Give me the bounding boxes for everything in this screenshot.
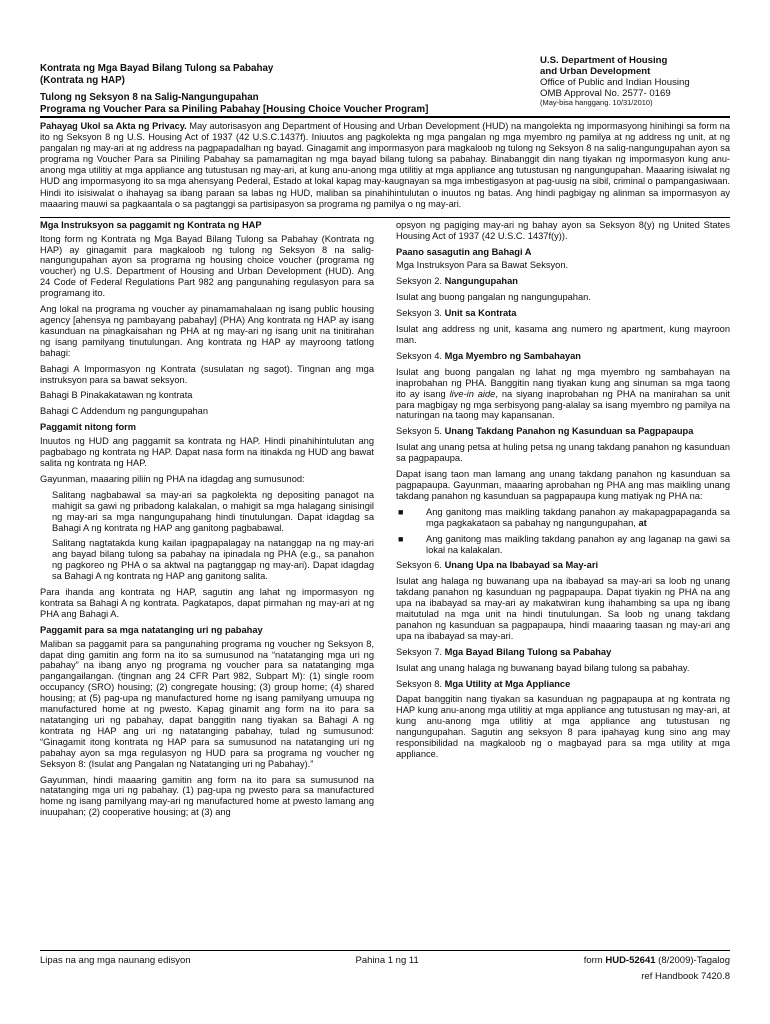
header-divider xyxy=(40,116,730,118)
section-label: Seksyon 8. xyxy=(396,678,445,689)
section-7-heading xyxy=(396,647,730,658)
right-column xyxy=(396,220,730,823)
bullet-text: Ang ganitong mas maikling takdang panahon ay ang laganap na gawi sa lokal na kalakalan. xyxy=(426,533,730,555)
header-titles xyxy=(40,55,480,115)
text-run: Ang ganitong mas maikling takdang panahon ay makapagpapaganda sa mga pagkakataon sa pabahay ng nangungupahan, xyxy=(426,506,730,528)
paragraph: Isulat ang unang petsa at huling petsa ng unang takdang panahon ng kasunduan sa pagpapaupa. xyxy=(396,442,730,464)
paragraph: Isulat ang halaga ng buwanang upa na ibabayad sa may-ari sa loob ng unang takdang panahon ng kasunduan ng pagpapaupa. Dapat tiyakin ng PHA na ang upa na ibabayad sa may-ari ay makatwiran kung ihahambing sa upa ng ibang maitutulad na mga unit na hindi tinutulungan. Sa loob ng unang takdang panahon ng kasunduan sa pagpapaupa, hindi maaaring taasan ng may-ari ang upa na ibabayad sa may-ari. xyxy=(396,576,730,641)
section-5-heading xyxy=(396,426,730,437)
left-column xyxy=(40,220,374,823)
section-title: Mga Bayad Bilang Tulong sa Pabahay xyxy=(444,646,612,657)
form-subtitle-line1: Tulong ng Seksyon 8 na Salig-Nangungupahan xyxy=(40,92,259,103)
paragraph: Dapat banggitin nang tiyakan sa kasunduan ng pagpapaupa at ng kontrata ng HAP kung anu-anong mga utilitiy at mga appliance ang tutustusan ng may-ari, at kung anu-anong mga utilitiy at mga appliance ang tutustusan ng nangungupahan. Sagutin ang seksyon 8 para ipahayag kung sino ang may responsibilidad na magkaloob ng o magbayad para sa mga utility at mga appliance. xyxy=(396,694,730,759)
bullet-text xyxy=(426,507,730,529)
form-title-line2: (Kontrata ng HAP) xyxy=(40,74,125,86)
section-title: Unit sa Kontrata xyxy=(444,308,517,319)
section-label: Seksyon 4. xyxy=(396,350,445,361)
bullet-item xyxy=(396,507,730,529)
footer-edition-note: Lipas na ang mga naunang edisyon xyxy=(40,955,191,966)
privacy-heading: Pahayag Ukol sa Akta ng Privacy. xyxy=(40,121,187,131)
paragraph: Inuutos ng HUD ang paggamit sa kontrata ng HAP. Hindi pinahihintulutan ang pagbabago ng kontrata ng HAP. Dapat nasa form na itinakda ng HUD ang bawat salita ng kontrata ng HAP. xyxy=(40,436,374,468)
paragraph: Mga Instruksyon Para sa Bawat Seksyon. xyxy=(396,260,569,271)
form-suffix: (8/2009)-Tagalog xyxy=(655,955,730,966)
omb-approval: OMB Approval No. 2577- 0169 xyxy=(540,88,671,99)
indented-paragraph: Salitang nagbabawal sa may-ari sa pagkolekta ng depositing panagot na mahigit sa gawi ng pribadong kalakalan, o mahigit sa mga halagang sinisingil ng may-ari sa mga nangungupahang hindi tinutulungan. Dapat idagdag sa Bahagi A ng kontrata ng HAP ang ganitong pagbabawal. xyxy=(52,489,374,533)
form-number xyxy=(584,955,730,966)
text-run: Isulat ang buong pangalan ng lahat ng mga myembro ng sambahayan na inaprobahan ng PHA. Banggitin nang tiyakan kung ang sinuman sa mga taong ito ay isang xyxy=(396,366,730,399)
bold-conjunction: at xyxy=(638,517,647,528)
paragraph: Bahagi A Impormasyon ng Kontrata (susulatan ng sagot). Tingnan ang mga instruksyon para sa bawat seksyon. xyxy=(40,363,374,385)
paragraph: Isulat ang address ng unit, kasama ang numero ng apartment, kung mayroon man. xyxy=(396,324,730,345)
paragraph: Itong form ng Kontrata ng Mga Bayad Bilang Tulong sa Pabahay (Kontrata ng HAP) ay ginagamit para magkaloob ng tulong ng Seksyon 8 na salig-nangungupahan ayon sa programa ng housing choice voucher (programa ng voucher) ng U.S. Department of Housing and Urban Development (HUD). Ang 24 Code of Federal Regulations Part 982 ang pangunahing regulasyon para sa programang ito. xyxy=(40,233,374,299)
form-id: HUD-52641 xyxy=(605,955,656,966)
page-number: Pahina 1 ng 11 xyxy=(355,955,419,966)
privacy-divider xyxy=(40,217,730,218)
section-label: Seksyon 7. xyxy=(396,646,445,657)
section-title: Mga Utility at Mga Appliance xyxy=(444,678,571,689)
indented-paragraph: Salitang nagtatakda kung kailan ipagpapalagay na natanggap na ng may-ari ang bayad bilang tulong sa pabahay na ipinadala ng PHA (e.g., sa panahon ng pagkoreo ng PHA o sa aktwal na pagtanggap ng may-ari). Dapat idagdag sa Bahagi A ng kontrata ng HAP ang ganitong salita. xyxy=(52,538,374,582)
paragraph: Maliban sa paggamit para sa pangunahing programa ng voucher ng Seksyon 8, dapat ding gamitin ang form na ito sa sumusunod na “natatanging mga uri ng pabahay” na ibang anyo ng programa ng voucher para sa natatanging mga pangangailangan. (tingnan ang 24 CFR Part 982, Subpart M): (1) single room occupancy (SRO) housing; (2) congregate housing; (3) group home; (4) shared housing; at (5) pag-upa ng manufactured home ng isang pamilyang umuupa ng manufactured home at ng pwesto. Kapag ginamit ang form na ito para sa natatanging uri ng pabahay, dapat banggitin nang tiyakan sa Bahagi A ng kontrata ng HAP ang uri ng natatanging pabahay, tulad ng sumusunod: “Ginagamit itong kontrata ng HAP para sa sumusunod na natatanging uri ng pabahay ayon sa mga regulasyon ng HUD para sa programa ng voucher ng Seksyon 8: (Isulat ang Pangalan ng Natatanging uri ng Pabahay).” xyxy=(40,638,374,769)
instruction-columns xyxy=(40,220,730,823)
black-square-bullet-icon: ■ xyxy=(398,533,404,544)
form-title-line1: Kontrata ng Mga Bayad Bilang Tulong sa Pabahay xyxy=(40,63,274,74)
heading-part-a: Paano sasagutin ang Bahagi A xyxy=(396,246,532,257)
paragraph: Para ihanda ang kontrata ng HAP, sagutin ang lahat ng impormasyon ng kontrata sa Bahagi A ng kontrata. Pagkatapos, dapat pirmahan ng may-ari at ng PHA ang Bahagi A. xyxy=(40,587,374,619)
paragraph: Dapat isang taon man lamang ang unang takdang panahon ng kasunduan sa pagpapaupa. Gayunman, maaaring aprobahan ng PHA ang mas maikling unang takdang panahon ng kasunduan sa pagpapaupa kung matiyak ng PHA na: xyxy=(396,469,730,501)
paragraph: Ang lokal na programa ng voucher ay pinamamahalaan ng isang public housing agency [ahensya ng pambayang pabahay] (PHA) Ang kontrata ng HAP ay isang kasunduan na pinagkaisahan ng PHA at ng may-ari ng isang unit na tinitirahan ng isang pamilyang tinutulungan. Ang kontrata ng HAP ay mayroong tatlong bahagi: xyxy=(40,304,374,358)
expiry-date: (May-bisa hanggang. 10/31/2010) xyxy=(540,98,653,107)
heading-special-housing: Paggamit para sa mga natatanging uri ng pabahay xyxy=(40,624,263,635)
section-title: Unang Takdang Panahon ng Kasunduan sa Pagpapaupa xyxy=(444,426,694,437)
section-label: Seksyon 5. xyxy=(396,426,445,437)
bullet-item xyxy=(396,534,730,556)
section-title: Unang Upa na Ibabayad sa May-ari xyxy=(444,560,599,571)
paragraph: Bahagi C Addendum ng pangungupahan xyxy=(40,406,209,417)
agency-line1: U.S. Department of Housing xyxy=(540,55,668,66)
agency-block xyxy=(540,55,730,115)
text-run: , na siyang inaprobahan ng PHA na manirahan sa unit para magbigay ng mga serbisyong pang-alalay sa isang myembro ng pamilya na naturingan na taong may kapansanan. xyxy=(396,388,730,421)
heading-form-use: Paggamit nitong form xyxy=(40,422,137,433)
agency-line2: and Urban Development xyxy=(540,66,651,77)
section-label: Seksyon 2. xyxy=(396,276,445,287)
black-square-bullet-icon: ■ xyxy=(398,506,404,517)
section-4-heading xyxy=(396,351,730,362)
paragraph: Isulat ang buong pangalan ng nangungupahan. xyxy=(396,292,591,303)
paragraph xyxy=(396,367,730,422)
handbook-ref: ref Handbook 7420.8 xyxy=(641,971,730,982)
section-label: Seksyon 6. xyxy=(396,560,445,571)
paragraph: Isulat ang unang halaga ng buwanang bayad bilang tulong sa pabahay. xyxy=(396,662,690,673)
footer-row xyxy=(40,955,730,966)
form-page xyxy=(40,55,730,823)
form-subtitle-line2: Programa ng Voucher Para sa Piniling Pabahay [Housing Choice Voucher Program] xyxy=(40,103,429,115)
page-footer xyxy=(40,950,730,982)
heading-instructions: Mga Instruksyon sa paggamit ng Kontrata ng HAP xyxy=(40,219,262,230)
section-2-heading xyxy=(396,276,730,287)
section-6-heading xyxy=(396,560,730,571)
paragraph: opsyon ng pagiging may-ari ng bahay ayon sa Seksyon 8(y) ng United States Housing Act of 1937 (42 U.S.C. 1437f(y)). xyxy=(396,219,730,241)
form-title xyxy=(40,63,480,86)
office-name: Office of Public and Indian Housing xyxy=(540,77,690,88)
section-3-heading xyxy=(396,308,730,319)
italic-term: live-in aide xyxy=(449,388,496,399)
form-subtitle xyxy=(40,92,480,115)
form-header xyxy=(40,55,730,115)
privacy-text: May autorisasyon ang Department of Housing and Urban Development (HUD) na mangolekta ng impormasyong hinihingi sa form na ito ng Seksyon 8 ng U.S. Housing Act of 1937 (42 U.S.C.1437f). Iniuutos ang pagkolekta ng mga pangalan ng mga myembro ng pamilya at ng address ng unit, at ng pangalan ng may-ari at ng address na pagpapadalhan ng bayad. Ginagamit ang impormasyon para magkaloob ng tulong ng Seksyon 8 na salig-nangungupahan ayon sa programa ng Voucher Para sa Piniling Pabahay sa pamamagitan ng mga bayad bilang tulong sa pabahay. Binabanggit din nang tiyakan ng impormasyon kung anu-anong mga utilitiy at mga appliance ang tutustusan ng may-ari, at kung anu-anong mga utilitiy at mga appliance ang tutustusan ng nangungupahan. Maaaring isiwalat ng HUD ang impormasyong ito sa mga ahensyang Pederal, Estado at lokal kapag may-kaugnayan sa mga imbestigasyon at pag-uusig na sibil, criminal o pampangasiwaan. Hindi ito isisiwalat o ihahayag sa ibang paraan sa labas ng HUD, maliban sa pinahihintulutan o inuutos ng batas. Ang hindi pagbigay ng alinman sa impormasyon ay maaaring mauwi sa pagkaantala o sa pagtanggi sa partisipasyon sa programa ng pamilya o ng may-ari. xyxy=(40,121,730,209)
paragraph: Bahagi B Pinakakatawan ng kontrata xyxy=(40,390,193,401)
section-8-heading xyxy=(396,679,730,690)
privacy-statement xyxy=(40,121,730,210)
paragraph: Gayunman, maaaring piliin ng PHA na idagdag ang sumusunod: xyxy=(40,473,305,484)
paragraph: Gayunman, hindi maaaring gamitin ang form na ito para sa sumusunod na natatanging mga uri ng pabahay. (1) pag-upa ng pwesto para sa manufactured home ng isang pamilyang may-ari ng manufactured home at pwesto lamang ang inuupahan; (2) cooperative housing; at (3) ang xyxy=(40,774,374,818)
section-title: Nangungupahan xyxy=(444,276,518,287)
form-prefix: form xyxy=(583,955,606,966)
section-label: Seksyon 3. xyxy=(396,308,445,319)
section-title: Mga Myembro ng Sambahayan xyxy=(444,350,581,361)
